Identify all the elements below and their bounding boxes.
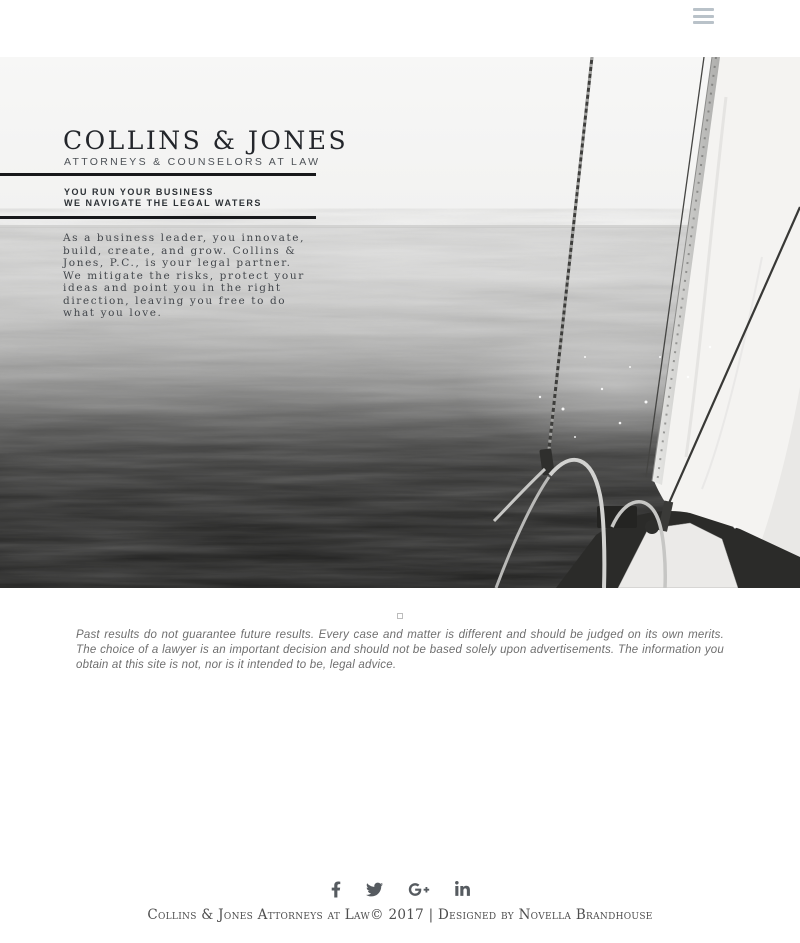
logo-subtitle: ATTORNEYS & COUNSELORS AT LAW — [64, 156, 321, 168]
divider-rule-bottom — [0, 216, 316, 219]
intro-paragraph: As a business leader, you innovate, build, create, and grow. Collins & Jones, P.C., is your legal partner. We mitigate the risks, protect your ideas and point you in the right direction, leaving you free to do what you love. — [63, 232, 306, 319]
googleplus-link[interactable] — [408, 881, 430, 898]
hero-section — [0, 57, 800, 588]
linkedin-icon — [455, 881, 470, 898]
social-links — [0, 879, 800, 899]
tagline-line-2: WE NAVIGATE THE LEGAL WATERS — [64, 198, 262, 208]
hamburger-icon — [693, 8, 714, 11]
menu-button[interactable] — [693, 8, 714, 24]
logo-title: COLLINS & JONES — [63, 126, 349, 155]
hero-overlay — [0, 126, 349, 320]
twitter-icon — [366, 881, 383, 898]
facebook-link[interactable] — [331, 881, 341, 898]
section-divider-glyph — [397, 613, 403, 619]
divider-rule-top — [0, 173, 316, 176]
top-nav — [0, 0, 800, 57]
copyright-text: Collins & Jones Attorneys at Law© 2017 | Designed by Novella Brandhouse — [147, 907, 653, 923]
disclaimer-text: Past results do not guarantee future results. Every case and matter is different and should be judged on its own merits. The choice of a lawyer is an important decision and should not be based solely upon advertisements. The information you obtain at this site is not, nor is it intended to be, legal advice. — [76, 629, 724, 671]
disclaimer-section — [0, 588, 800, 673]
twitter-link[interactable] — [366, 881, 383, 898]
tagline — [0, 187, 316, 209]
googleplus-icon — [408, 881, 430, 898]
tagline-line-1: YOU RUN YOUR BUSINESS — [64, 187, 214, 197]
facebook-icon — [331, 881, 341, 898]
linkedin-link[interactable] — [455, 881, 470, 898]
